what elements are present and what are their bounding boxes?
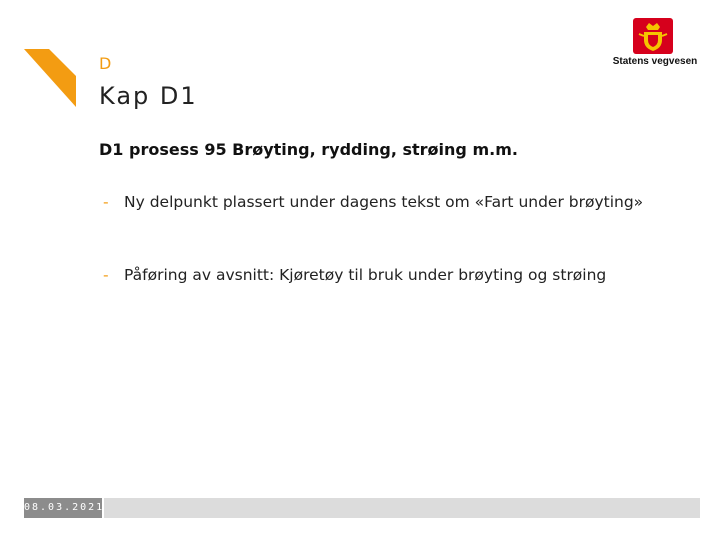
bullet-item <box>103 264 663 286</box>
emblem-icon <box>633 18 673 54</box>
footer-date: 08.03.2021 <box>24 498 102 518</box>
orange-accent-shape <box>24 49 76 107</box>
footer-bar <box>24 498 700 518</box>
bullet-dash: - <box>103 193 109 211</box>
slide-subtitle: D1 prosess 95 Brøyting, rydding, strøing m.m. <box>99 140 518 159</box>
page-title: Kap D1 <box>99 82 198 110</box>
bullet-text: Ny delpunkt plassert under dagens tekst om «Fart under brøyting» <box>124 193 644 211</box>
bullet-dash: - <box>103 266 109 284</box>
section-letter: D <box>99 54 113 73</box>
logo-text: Statens vegvesen <box>612 56 698 67</box>
bullet-item <box>103 191 663 213</box>
footer-fill <box>104 498 700 518</box>
bullet-text: Påføring av avsnitt: Kjøretøy til bruk under brøyting og strøing <box>124 266 607 284</box>
statens-vegvesen-logo <box>605 18 705 70</box>
